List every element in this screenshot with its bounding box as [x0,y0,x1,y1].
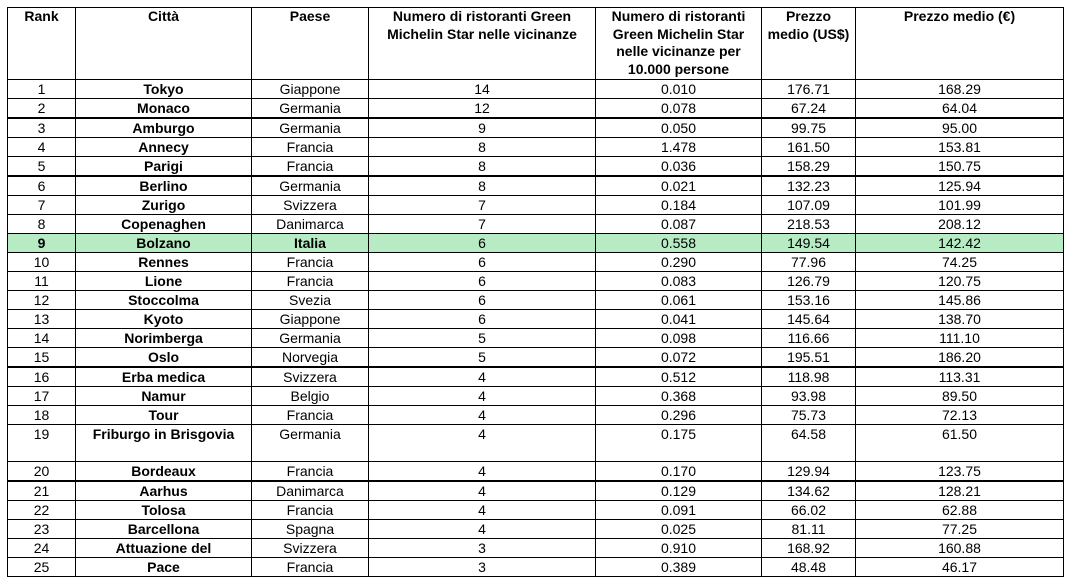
cell-count: 6 [369,253,596,272]
cell-count: 6 [369,291,596,310]
cell-price-usd: 145.64 [762,310,856,329]
cell-price-usd: 161.50 [762,138,856,157]
cell-country: Germania [252,99,369,119]
cell-per-10k: 0.083 [596,272,762,291]
cell-price-eur: 62.88 [856,501,1064,520]
cell-price-usd: 158.29 [762,157,856,177]
cell-city: Friburgo in Brisgovia [76,425,252,462]
cell-count: 4 [369,367,596,387]
table-row [8,99,1064,119]
cell-country: Giappone [252,80,369,99]
table-row [8,558,1064,577]
cell-count: 6 [369,310,596,329]
cell-count: 9 [369,118,596,138]
cell-price-eur: 111.10 [856,329,1064,348]
cell-rank: 25 [8,558,76,577]
table-row [8,138,1064,157]
cell-price-eur: 153.81 [856,138,1064,157]
cell-per-10k: 0.910 [596,539,762,558]
cell-country: Danimarca [252,215,369,234]
cell-per-10k: 0.010 [596,80,762,99]
cell-country: Francia [252,462,369,482]
cell-country: Giappone [252,310,369,329]
cell-price-eur: 95.00 [856,118,1064,138]
cell-country: Francia [252,138,369,157]
cell-city: Bordeaux [76,462,252,482]
cell-per-10k: 0.021 [596,176,762,196]
header-count: Numero di ristoranti Green Michelin Star nelle vicinanze [369,8,596,80]
cell-count: 4 [369,481,596,501]
cell-per-10k: 0.041 [596,310,762,329]
cell-price-eur: 74.25 [856,253,1064,272]
cell-city: Barcellona [76,520,252,539]
cell-city: Annecy [76,138,252,157]
header-price-eur: Prezzo medio (€) [856,8,1064,80]
cell-rank: 8 [8,215,76,234]
table-row [8,272,1064,291]
cell-country: Francia [252,157,369,177]
table-row [8,539,1064,558]
cell-per-10k: 0.389 [596,558,762,577]
cell-rank: 20 [8,462,76,482]
cell-country: Francia [252,406,369,425]
cell-count: 4 [369,520,596,539]
header-price-usd: Prezzo medio (US$) [762,8,856,80]
header-city: Città [76,8,252,80]
cell-price-usd: 153.16 [762,291,856,310]
cell-rank: 4 [8,138,76,157]
table-row [8,176,1064,196]
cell-count: 6 [369,234,596,253]
cell-count: 4 [369,387,596,406]
cell-per-10k: 0.129 [596,481,762,501]
cell-city: Namur [76,387,252,406]
cell-price-eur: 101.99 [856,196,1064,215]
cell-country: Francia [252,558,369,577]
cell-rank: 2 [8,99,76,119]
cell-country: Belgio [252,387,369,406]
cell-city: Parigi [76,157,252,177]
cell-per-10k: 0.170 [596,462,762,482]
cell-price-eur: 89.50 [856,387,1064,406]
cell-per-10k: 0.098 [596,329,762,348]
header-rank: Rank [8,8,76,80]
cell-city: Pace [76,558,252,577]
table-row [8,462,1064,482]
cell-per-10k: 0.036 [596,157,762,177]
cell-country: Germania [252,118,369,138]
cell-count: 5 [369,348,596,368]
cell-per-10k: 0.296 [596,406,762,425]
cell-price-eur: 145.86 [856,291,1064,310]
cell-price-eur: 138.70 [856,310,1064,329]
cell-city: Bolzano [76,234,252,253]
cell-count: 8 [369,176,596,196]
cell-price-usd: 168.92 [762,539,856,558]
cell-count: 5 [369,329,596,348]
cell-country: Germania [252,425,369,462]
cell-per-10k: 0.091 [596,501,762,520]
table-row [8,406,1064,425]
cell-price-usd: 77.96 [762,253,856,272]
cell-rank: 21 [8,481,76,501]
cell-price-eur: 61.50 [856,425,1064,462]
cell-price-eur: 123.75 [856,462,1064,482]
cell-per-10k: 1.478 [596,138,762,157]
cell-rank: 5 [8,157,76,177]
cell-country: Francia [252,253,369,272]
table-row [8,310,1064,329]
cell-count: 4 [369,462,596,482]
cell-price-usd: 48.48 [762,558,856,577]
cell-country: Svizzera [252,367,369,387]
cell-price-usd: 134.62 [762,481,856,501]
cell-rank: 16 [8,367,76,387]
cell-price-eur: 128.21 [856,481,1064,501]
cell-count: 4 [369,406,596,425]
cell-country: Germania [252,329,369,348]
cell-city: Erba medica [76,367,252,387]
cell-price-usd: 126.79 [762,272,856,291]
cell-country: Svizzera [252,196,369,215]
cell-count: 8 [369,157,596,177]
cell-city: Kyoto [76,310,252,329]
table-row [8,215,1064,234]
cell-city: Zurigo [76,196,252,215]
cell-per-10k: 0.290 [596,253,762,272]
cell-country: Italia [252,234,369,253]
cell-rank: 9 [8,234,76,253]
cell-price-eur: 142.42 [856,234,1064,253]
cell-rank: 1 [8,80,76,99]
table-row [8,501,1064,520]
cell-per-10k: 0.078 [596,99,762,119]
cell-count: 7 [369,215,596,234]
cell-country: Svizzera [252,539,369,558]
table-row [8,367,1064,387]
cell-per-10k: 0.025 [596,520,762,539]
cell-rank: 12 [8,291,76,310]
cell-count: 3 [369,539,596,558]
cell-city: Berlino [76,176,252,196]
cell-price-usd: 195.51 [762,348,856,368]
table-row [8,387,1064,406]
header-country: Paese [252,8,369,80]
cell-country: Spagna [252,520,369,539]
cell-price-usd: 129.94 [762,462,856,482]
cell-price-eur: 72.13 [856,406,1064,425]
table-row [8,481,1064,501]
cell-price-eur: 208.12 [856,215,1064,234]
cell-country: Francia [252,501,369,520]
cell-price-usd: 107.09 [762,196,856,215]
table-body [8,80,1064,577]
cell-price-usd: 81.11 [762,520,856,539]
cell-price-usd: 67.24 [762,99,856,119]
table-row [8,348,1064,368]
table-row [8,157,1064,177]
cell-price-usd: 218.53 [762,215,856,234]
header-row [8,8,1064,80]
cell-rank: 11 [8,272,76,291]
cell-city: Tokyo [76,80,252,99]
cell-price-usd: 99.75 [762,118,856,138]
cell-count: 4 [369,501,596,520]
table-row [8,80,1064,99]
cell-rank: 6 [8,176,76,196]
cell-city: Oslo [76,348,252,368]
cell-price-usd: 132.23 [762,176,856,196]
cell-country: Svezia [252,291,369,310]
table-row [8,118,1064,138]
cell-city: Tour [76,406,252,425]
cell-rank: 22 [8,501,76,520]
table-row [8,520,1064,539]
cell-price-usd: 116.66 [762,329,856,348]
cell-rank: 17 [8,387,76,406]
table-row [8,196,1064,215]
cell-city: Monaco [76,99,252,119]
cell-city: Norimberga [76,329,252,348]
cell-price-eur: 150.75 [856,157,1064,177]
cell-count: 3 [369,558,596,577]
cell-count: 7 [369,196,596,215]
cell-price-eur: 46.17 [856,558,1064,577]
cell-price-usd: 118.98 [762,367,856,387]
cell-country: Danimarca [252,481,369,501]
cell-city: Amburgo [76,118,252,138]
cell-per-10k: 0.512 [596,367,762,387]
cell-country: Germania [252,176,369,196]
cell-price-usd: 66.02 [762,501,856,520]
cell-country: Francia [252,272,369,291]
ranking-table [7,7,1064,577]
cell-city: Stoccolma [76,291,252,310]
cell-city: Lione [76,272,252,291]
cell-rank: 13 [8,310,76,329]
cell-city: Tolosa [76,501,252,520]
cell-price-usd: 149.54 [762,234,856,253]
table-header [8,8,1064,80]
cell-per-10k: 0.368 [596,387,762,406]
cell-price-usd: 93.98 [762,387,856,406]
cell-count: 14 [369,80,596,99]
cell-per-10k: 0.558 [596,234,762,253]
table-row [8,253,1064,272]
cell-country: Norvegia [252,348,369,368]
cell-city: Aarhus [76,481,252,501]
cell-rank: 3 [8,118,76,138]
table-row [8,329,1064,348]
cell-price-eur: 160.88 [856,539,1064,558]
cell-price-eur: 125.94 [856,176,1064,196]
cell-per-10k: 0.061 [596,291,762,310]
cell-per-10k: 0.072 [596,348,762,368]
cell-rank: 10 [8,253,76,272]
cell-price-usd: 75.73 [762,406,856,425]
cell-count: 6 [369,272,596,291]
cell-price-eur: 120.75 [856,272,1064,291]
header-per-10k: Numero di ristoranti Green Michelin Star nelle vicinanze per 10.000 persone [596,8,762,80]
cell-price-eur: 77.25 [856,520,1064,539]
cell-price-eur: 64.04 [856,99,1064,119]
cell-per-10k: 0.175 [596,425,762,462]
cell-rank: 24 [8,539,76,558]
table-row [8,425,1064,462]
cell-per-10k: 0.050 [596,118,762,138]
cell-price-usd: 64.58 [762,425,856,462]
cell-city: Copenaghen [76,215,252,234]
cell-price-usd: 176.71 [762,80,856,99]
cell-rank: 7 [8,196,76,215]
cell-per-10k: 0.184 [596,196,762,215]
cell-rank: 14 [8,329,76,348]
table-row [8,291,1064,310]
cell-price-eur: 168.29 [856,80,1064,99]
cell-price-eur: 113.31 [856,367,1064,387]
cell-count: 12 [369,99,596,119]
table-row [8,234,1064,253]
cell-rank: 19 [8,425,76,462]
cell-city: Attuazione del [76,539,252,558]
cell-count: 4 [369,425,596,462]
cell-city: Rennes [76,253,252,272]
cell-rank: 23 [8,520,76,539]
cell-price-eur: 186.20 [856,348,1064,368]
cell-count: 8 [369,138,596,157]
cell-per-10k: 0.087 [596,215,762,234]
cell-rank: 15 [8,348,76,368]
cell-rank: 18 [8,406,76,425]
